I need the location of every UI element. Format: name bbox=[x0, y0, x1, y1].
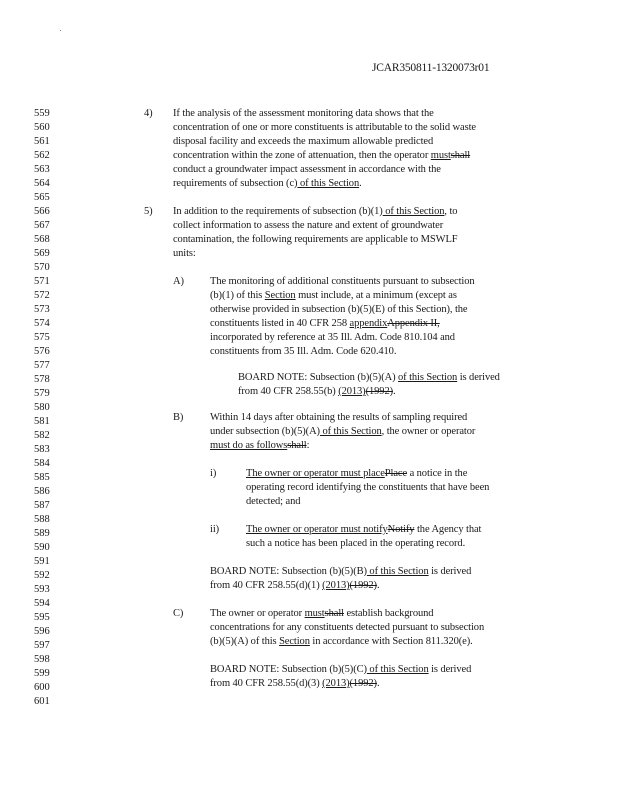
scan-speck bbox=[60, 30, 61, 31]
item-5-line-4: units: bbox=[173, 248, 196, 259]
line-number: 582 bbox=[34, 430, 50, 441]
item-4-line-4: concentration within the zone of attenuation, then the operator mustshall bbox=[173, 150, 471, 161]
line-number: 570 bbox=[34, 262, 50, 273]
line-number: 592 bbox=[34, 570, 50, 581]
line-number: 575 bbox=[34, 332, 50, 343]
line-number: 588 bbox=[34, 514, 50, 525]
subitem-C-line-2: concentrations for any constituents detected pursuant to subsection bbox=[210, 622, 485, 633]
line-number: 594 bbox=[34, 598, 50, 609]
line-number: 571 bbox=[34, 276, 50, 287]
subitem-B-i-line-2: operating record identifying the constituents that have been bbox=[246, 482, 490, 493]
subitem-B-line-1: Within 14 days after obtaining the results of sampling required bbox=[210, 412, 468, 423]
subitem-B-i-label: i) bbox=[210, 468, 217, 479]
deleted-text: (1992) bbox=[349, 678, 377, 689]
line-number: 560 bbox=[34, 122, 50, 133]
line-number: 578 bbox=[34, 374, 50, 385]
item-5-label: 5) bbox=[144, 206, 153, 217]
subitem-B-i-line-3: detected; and bbox=[246, 496, 301, 507]
line-number: 567 bbox=[34, 220, 50, 231]
line-number: 598 bbox=[34, 654, 50, 665]
document-id-header: JCAR350811-1320073r01 bbox=[372, 62, 490, 74]
line-number: 576 bbox=[34, 346, 50, 357]
subitem-C-note-line-2: from 40 CFR 258.55(d)(3) (2013)(1992). bbox=[210, 678, 380, 689]
line-number: 591 bbox=[34, 556, 50, 567]
subitem-B-ii-label: ii) bbox=[210, 524, 220, 535]
subitem-A-line-5: incorporated by reference at 35 Ill. Adm. Code 810.104 and bbox=[210, 332, 455, 343]
line-number: 581 bbox=[34, 416, 50, 427]
line-number: 565 bbox=[34, 192, 50, 203]
line-number: 569 bbox=[34, 248, 50, 259]
inserted-text: (2013) bbox=[338, 386, 366, 397]
inserted-text: of this Section bbox=[398, 372, 458, 383]
subitem-B-line-2: under subsection (b)(5)(A) of this Section, the owner or operator bbox=[210, 426, 476, 437]
deleted-text: (1992) bbox=[365, 386, 393, 397]
inserted-text: The owner or operator must place bbox=[246, 468, 385, 479]
deleted-text: Place bbox=[384, 468, 408, 479]
line-number: 600 bbox=[34, 682, 50, 693]
subitem-B-label: B) bbox=[173, 412, 184, 423]
line-number: 559 bbox=[34, 108, 50, 119]
line-number: 579 bbox=[34, 388, 50, 399]
line-number: 577 bbox=[34, 360, 50, 371]
line-number: 563 bbox=[34, 164, 50, 175]
subitem-A-note-line-2: from 40 CFR 258.55(b) (2013)(1992). bbox=[238, 386, 396, 397]
inserted-text: of this Section bbox=[366, 664, 429, 675]
item-4-line-3: disposal facility and exceeds the maximum allowable predicted bbox=[173, 136, 434, 147]
subitem-C-label: C) bbox=[173, 608, 184, 619]
subitem-B-note-line-2: from 40 CFR 258.55(d)(1) (2013)(1992). bbox=[210, 580, 380, 591]
line-number: 580 bbox=[34, 402, 50, 413]
subitem-A-label: A) bbox=[173, 276, 184, 287]
line-number: 568 bbox=[34, 234, 50, 245]
item-4-line-6: requirements of subsection (c) of this Section. bbox=[173, 178, 362, 189]
line-number: 585 bbox=[34, 472, 50, 483]
inserted-text: of this Section bbox=[297, 178, 360, 189]
inserted-text: (2013) bbox=[322, 678, 350, 689]
inserted-text: (2013) bbox=[322, 580, 350, 591]
inserted-text: appendix bbox=[349, 318, 388, 329]
line-number: 586 bbox=[34, 486, 50, 497]
line-number: 562 bbox=[34, 150, 50, 161]
item-5-line-2: collect information to assess the nature and extent of groundwater bbox=[173, 220, 444, 231]
line-number: 595 bbox=[34, 612, 50, 623]
subitem-C-line-1: The owner or operator mustshall establish background bbox=[210, 608, 434, 619]
subitem-C-line-3: (b)(5)(A) of this Section in accordance with Section 811.320(e). bbox=[210, 636, 473, 647]
deleted-text: shall bbox=[324, 608, 344, 619]
inserted-text: Section bbox=[264, 290, 296, 301]
subitem-C-note-line-1: BOARD NOTE: Subsection (b)(5)(C) of this Section is derived bbox=[210, 664, 472, 675]
inserted-text: must do as follows bbox=[210, 440, 288, 451]
line-number: 596 bbox=[34, 626, 50, 637]
line-number: 584 bbox=[34, 458, 50, 469]
inserted-text: Section bbox=[279, 636, 310, 647]
deleted-text: shall bbox=[287, 440, 307, 451]
line-number: 589 bbox=[34, 528, 50, 539]
subitem-A-line-4: constituents listed in 40 CFR 258 appendixAppendix II, bbox=[210, 318, 440, 329]
line-number: 593 bbox=[34, 584, 50, 595]
subitem-B-note-line-1: BOARD NOTE: Subsection (b)(5)(B) of this Section is derived bbox=[210, 566, 472, 577]
line-number: 587 bbox=[34, 500, 50, 511]
subitem-A-line-3: otherwise provided in subsection (b)(5)(E) of this Section), the bbox=[210, 304, 468, 315]
subitem-B-ii-line-1: The owner or operator must notifyNotify the Agency that bbox=[246, 524, 482, 535]
item-4-line-1: If the analysis of the assessment monitoring data shows that the bbox=[173, 108, 434, 119]
line-number: 597 bbox=[34, 640, 50, 651]
line-number: 564 bbox=[34, 178, 50, 189]
deleted-text: Notify bbox=[387, 524, 415, 535]
deleted-text: shall bbox=[450, 150, 471, 161]
inserted-text: of this Section bbox=[366, 566, 429, 577]
item-4-line-5: conduct a groundwater impact assessment in accordance with the bbox=[173, 164, 441, 175]
line-number: 573 bbox=[34, 304, 50, 315]
line-number: 590 bbox=[34, 542, 50, 553]
subitem-A-note-line-1: BOARD NOTE: Subsection (b)(5)(A) of this Section is derived bbox=[238, 372, 500, 383]
line-number: 601 bbox=[34, 696, 50, 707]
line-number: 583 bbox=[34, 444, 50, 455]
item-4-line-2: concentration of one or more constituents is attributable to the solid waste bbox=[173, 122, 476, 133]
line-number: 599 bbox=[34, 668, 50, 679]
subitem-A-line-1: The monitoring of additional constituents pursuant to subsection bbox=[210, 276, 475, 287]
line-number: 574 bbox=[34, 318, 50, 329]
item-5-line-3: contamination, the following requirements are applicable to MSWLF bbox=[173, 234, 458, 245]
subitem-A-line-2: (b)(1) of this Section must include, at a minimum (except as bbox=[210, 290, 457, 301]
subitem-B-i-line-1: The owner or operator must placePlace a notice in the bbox=[246, 468, 468, 479]
inserted-text: of this Section bbox=[319, 426, 382, 437]
deleted-text: (1992) bbox=[349, 580, 377, 591]
item-5-line-1: In addition to the requirements of subsection (b)(1) of this Section, to bbox=[173, 206, 458, 217]
inserted-text: must bbox=[430, 150, 451, 161]
item-4-label: 4) bbox=[144, 108, 153, 119]
line-number: 572 bbox=[34, 290, 50, 301]
inserted-text: must bbox=[304, 608, 325, 619]
inserted-text: The owner or operator must notify bbox=[246, 524, 388, 535]
deleted-text: Appendix II, bbox=[387, 318, 440, 329]
subitem-A-line-6: constituents from 35 Ill. Adm. Code 620.410. bbox=[210, 346, 397, 357]
subitem-B-ii-line-2: such a notice has been placed in the operating record. bbox=[246, 538, 466, 549]
line-number: 561 bbox=[34, 136, 50, 147]
line-number: 566 bbox=[34, 206, 50, 217]
inserted-text: of this Section bbox=[382, 206, 445, 217]
subitem-B-line-3: must do as followsshall: bbox=[210, 440, 310, 451]
